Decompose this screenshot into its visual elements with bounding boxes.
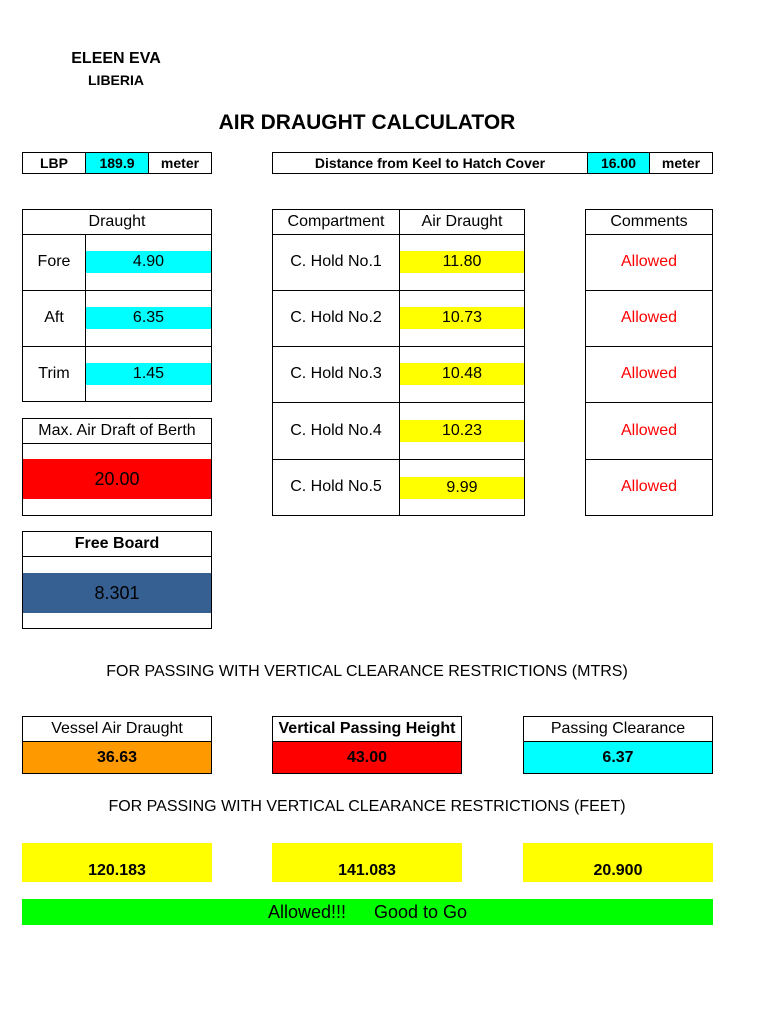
max-air-draft-value[interactable]: 20.00 (23, 459, 211, 499)
free-board-label: Free Board (74, 535, 160, 552)
passing-clearance-label: Passing Clearance (550, 720, 686, 737)
vertical-passing-height-value[interactable]: 43.00 (273, 742, 461, 773)
draught-header: Draught (88, 213, 146, 230)
vertical-passing-height-box (272, 716, 462, 774)
hold-2-comment: Allowed (620, 309, 678, 326)
compartment-table (272, 209, 525, 516)
free-board-value: 8.301 (23, 573, 211, 613)
status-good-to-go-text: Good to Go (373, 901, 468, 922)
draught-fore-value[interactable]: 4.90 (86, 251, 211, 273)
vertical-passing-height-feet: 141.083 (272, 843, 462, 882)
metres-section-heading: FOR PASSING WITH VERTICAL CLEARANCE RESTRICTIONS (MTRS) (106, 663, 628, 680)
draught-fore-label: Fore (37, 253, 71, 270)
hold-4-air-draught: 10.23 (400, 420, 524, 442)
ship-name: ELEEN EVA (71, 50, 161, 67)
comments-header: Comments (610, 213, 688, 230)
keel-hatch-value[interactable]: 16.00 (588, 153, 649, 173)
vessel-air-draught-feet: 120.183 (22, 843, 212, 882)
draught-trim-value: 1.45 (86, 363, 211, 385)
vertical-passing-height-label: Vertical Passing Height (278, 720, 456, 737)
hold-2-air-draught: 10.73 (400, 307, 524, 329)
keel-hatch-label: Distance from Keel to Hatch Cover (314, 155, 546, 171)
keel-hatch-box (272, 152, 713, 174)
lbp-label: LBP (40, 155, 68, 171)
comments-table (585, 209, 713, 516)
hold-5-name: C. Hold No.5 (290, 478, 382, 495)
vessel-air-draught-label: Vessel Air Draught (51, 720, 183, 737)
hold-3-air-draught: 10.48 (400, 363, 524, 385)
draught-aft-label: Aft (44, 309, 64, 326)
lbp-value[interactable]: 189.9 (86, 153, 148, 173)
max-air-draft-label: Max. Air Draft of Berth (38, 422, 196, 439)
hold-2-name: C. Hold No.2 (290, 309, 382, 326)
page-title: AIR DRAUGHT CALCULATOR (218, 111, 516, 134)
hold-3-comment: Allowed (620, 365, 678, 382)
free-board-box (22, 531, 212, 629)
hold-1-name: C. Hold No.1 (290, 253, 382, 270)
max-air-draft-box (22, 418, 212, 516)
draught-table (22, 209, 212, 402)
vessel-air-draught-value: 36.63 (23, 742, 211, 773)
hold-3-name: C. Hold No.3 (290, 365, 382, 382)
status-allowed-text: Allowed!!! (267, 901, 346, 922)
hold-5-air-draught: 9.99 (400, 477, 524, 499)
hold-4-comment: Allowed (620, 421, 678, 439)
status-bar (22, 899, 713, 925)
passing-clearance-box (523, 716, 713, 774)
lbp-unit: meter (160, 155, 200, 171)
hold-1-air-draught: 11.80 (400, 251, 524, 273)
hold-1-comment: Allowed (620, 253, 678, 270)
draught-aft-value[interactable]: 6.35 (86, 307, 211, 329)
compartment-header: Compartment (287, 213, 385, 230)
keel-hatch-unit: meter (661, 155, 701, 171)
passing-clearance-value: 6.37 (524, 742, 712, 773)
ship-flag: LIBERIA (88, 72, 144, 88)
hold-4-name: C. Hold No.4 (290, 421, 382, 439)
lbp-box (22, 152, 212, 174)
draught-trim-label: Trim (38, 364, 70, 382)
hold-5-comment: Allowed (620, 478, 678, 495)
vessel-air-draught-box (22, 716, 212, 774)
air-draught-header: Air Draught (421, 213, 503, 230)
passing-clearance-feet: 20.900 (523, 843, 713, 882)
feet-section-heading: FOR PASSING WITH VERTICAL CLEARANCE RESTRICTIONS (FEET) (108, 798, 626, 815)
